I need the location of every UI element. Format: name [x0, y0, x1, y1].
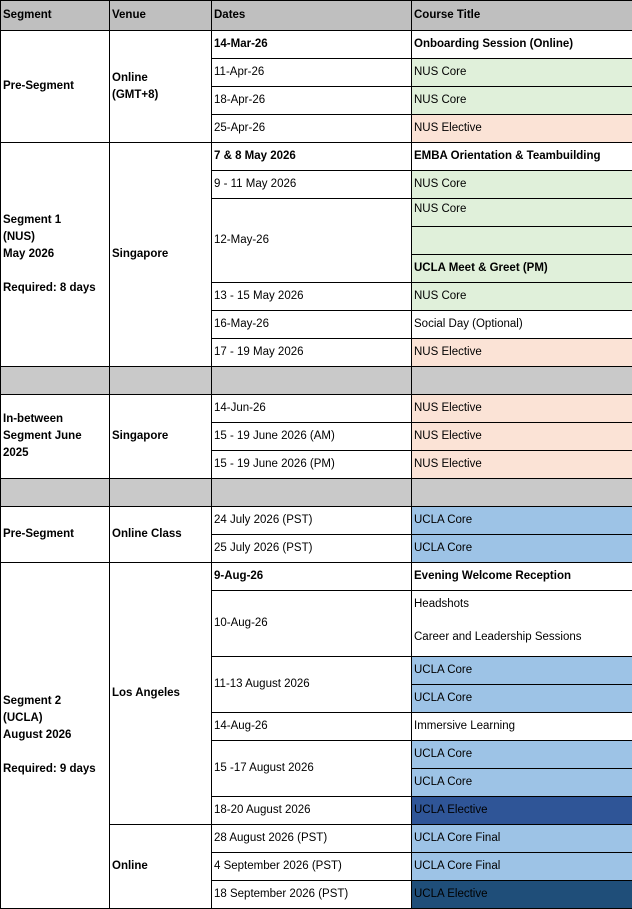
course-title-cell: UCLA Core	[412, 741, 632, 769]
course-title-cell: Career and Leadership Sessions	[412, 619, 632, 657]
date-cell: 15 - 19 June 2026 (AM)	[212, 423, 412, 451]
header-dates: Dates	[212, 1, 412, 31]
course-title-cell: Onboarding Session (Online)	[412, 31, 632, 59]
table-row	[1, 563, 632, 591]
date-cell: 14-Aug-26	[212, 713, 412, 741]
course-title-cell: NUS Elective	[412, 451, 632, 479]
venue-cell: Singapore	[110, 143, 212, 367]
segment-line: Segment 1	[3, 214, 62, 226]
date-cell: 13 - 15 May 2026	[212, 283, 412, 311]
header-course-title: Course Title	[412, 1, 632, 31]
segment-line: Segment June 2025	[3, 430, 82, 459]
venue-line: (GMT+8)	[112, 88, 159, 101]
segment-line: Required: 8 days	[3, 282, 96, 294]
course-title-cell: UCLA Elective	[412, 881, 632, 909]
course-title-cell: NUS Core	[412, 171, 632, 199]
segment-line: Segment 2	[3, 695, 62, 707]
table-row	[1, 507, 632, 535]
course-title-cell: UCLA Core	[412, 535, 632, 563]
course-title-cell: UCLA Core	[412, 769, 632, 797]
course-title-cell-empty	[412, 227, 632, 255]
course-title-cell: UCLA Core	[412, 657, 632, 685]
course-title-cell: UCLA Core Final	[412, 825, 632, 853]
table-row	[1, 31, 632, 59]
date-cell: 4 September 2026 (PST)	[212, 853, 412, 881]
date-cell: 18-20 August 2026	[212, 797, 412, 825]
course-title-cell: EMBA Orientation & Teambuilding	[412, 143, 632, 171]
course-title-cell: Social Day (Optional)	[412, 311, 632, 339]
course-title-cell: NUS Core	[412, 87, 632, 115]
date-cell: 25 July 2026 (PST)	[212, 535, 412, 563]
course-title-cell: UCLA Core	[412, 685, 632, 713]
date-cell: 10-Aug-26	[212, 591, 412, 657]
segment-cell	[1, 395, 110, 479]
segment-cell	[1, 563, 110, 909]
course-title-cell: NUS Elective	[412, 395, 632, 423]
segment-line: (NUS)	[3, 231, 35, 243]
course-title-cell: NUS Core	[412, 59, 632, 87]
segment-cell	[1, 143, 110, 367]
venue-cell: Online	[110, 825, 212, 909]
course-title-cell: NUS Core	[412, 283, 632, 311]
segment-line: (UCLA)	[3, 712, 43, 724]
venue-cell: Singapore	[110, 395, 212, 479]
segment-cell: Pre-Segment	[1, 31, 110, 143]
date-cell: 14-Jun-26	[212, 395, 412, 423]
table-row	[1, 143, 632, 171]
venue-line: Online	[112, 71, 148, 84]
venue-cell: Online Class	[110, 507, 212, 563]
date-cell: 16-May-26	[212, 311, 412, 339]
separator-row	[1, 367, 632, 395]
date-cell: 15 - 19 June 2026 (PM)	[212, 451, 412, 479]
course-title-cell: NUS Elective	[412, 423, 632, 451]
course-title-cell: Evening Welcome Reception	[412, 563, 632, 591]
header-segment: Segment	[1, 1, 110, 31]
date-cell: 11-Apr-26	[212, 59, 412, 87]
header-venue: Venue	[110, 1, 212, 31]
segment-line: Required: 9 days	[3, 763, 96, 775]
course-title-cell: UCLA Core	[412, 507, 632, 535]
venue-cell: Los Angeles	[110, 563, 212, 825]
date-cell: 9-Aug-26	[212, 563, 412, 591]
date-cell: 7 & 8 May 2026	[212, 143, 412, 171]
date-cell: 14-Mar-26	[212, 31, 412, 59]
course-title-cell: UCLA Meet & Greet (PM)	[412, 255, 632, 283]
course-title-cell: NUS Elective	[412, 115, 632, 143]
course-title-cell: UCLA Elective	[412, 797, 632, 825]
date-cell: 18-Apr-26	[212, 87, 412, 115]
course-title-cell: Headshots	[412, 591, 632, 619]
course-title-cell: NUS Core	[412, 199, 632, 227]
segment-line: In-between	[3, 413, 64, 425]
course-title-cell: UCLA Core Final	[412, 853, 632, 881]
separator-row	[1, 479, 632, 507]
venue-cell	[110, 31, 212, 143]
segment-line: August 2026	[3, 729, 72, 741]
date-cell: 9 - 11 May 2026	[212, 171, 412, 199]
date-cell: 12-May-26	[212, 199, 412, 283]
date-cell: 28 August 2026 (PST)	[212, 825, 412, 853]
date-cell: 25-Apr-26	[212, 115, 412, 143]
date-cell: 15 -17 August 2026	[212, 741, 412, 797]
date-cell: 11-13 August 2026	[212, 657, 412, 713]
course-title-cell: NUS Elective	[412, 339, 632, 367]
date-cell: 24 July 2026 (PST)	[212, 507, 412, 535]
segment-cell: Pre-Segment	[1, 507, 110, 563]
segment-line: May 2026	[3, 248, 55, 260]
date-cell: 18 September 2026 (PST)	[212, 881, 412, 909]
header-row	[1, 1, 632, 31]
course-title-cell: Immersive Learning	[412, 713, 632, 741]
table-row	[1, 395, 632, 423]
date-cell: 17 - 19 May 2026	[212, 339, 412, 367]
